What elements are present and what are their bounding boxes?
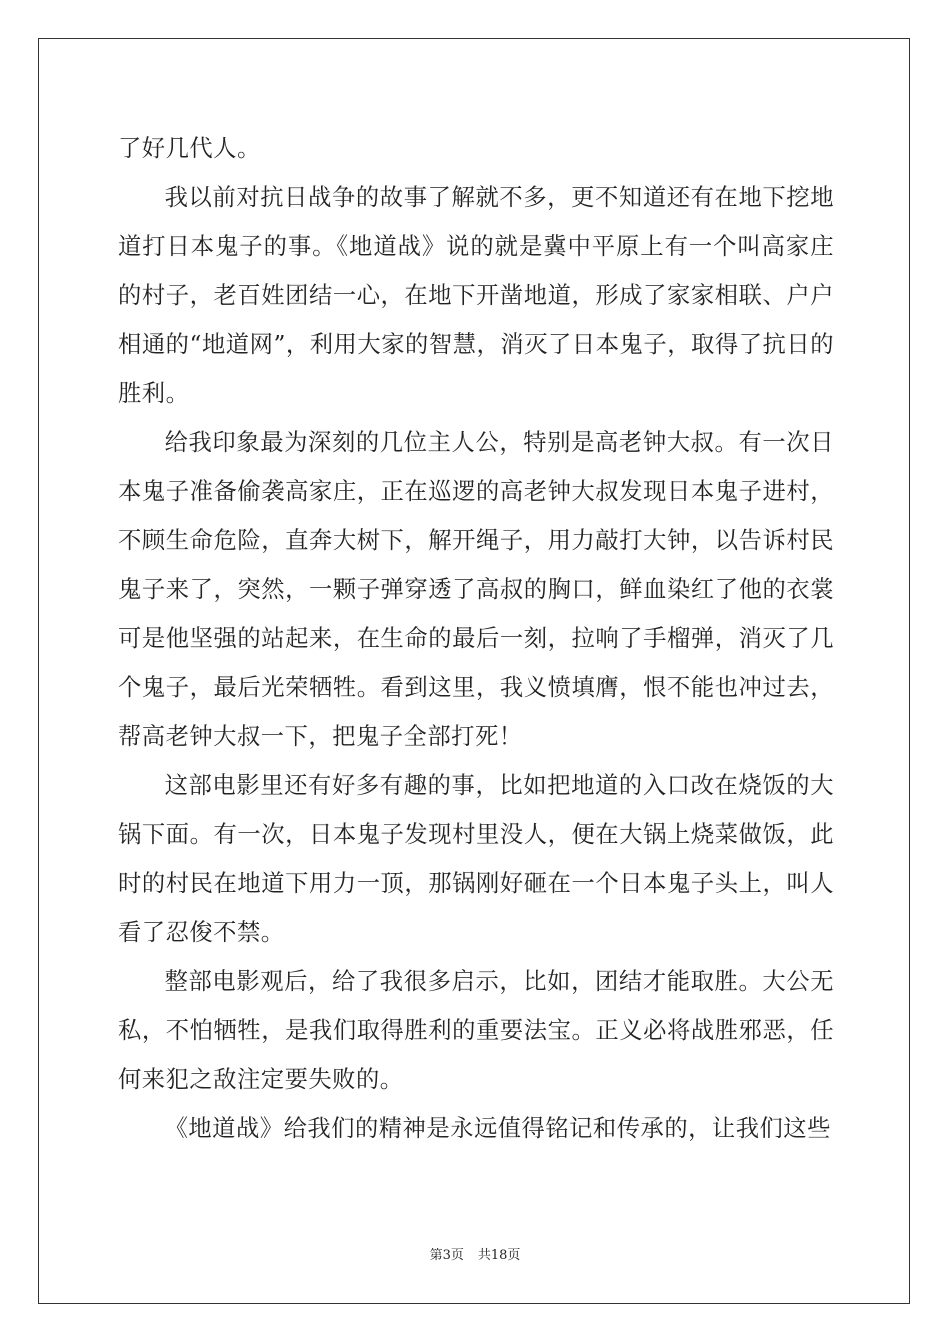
paragraph-4: 这部电影里还有好多有趣的事，比如把地道的入口改在烧饭的大锅下面。有一次，日本鬼子发现村里没人，便在大锅上烧菜做饭，此时的村民在地道下用力一顶，那锅刚好砸在一个日本鬼子头上，叫人看了忍俊不禁。 xyxy=(118,772,834,946)
paragraph-1: 了好几代人。 xyxy=(118,135,261,162)
page-number: 第3页 xyxy=(429,1248,464,1263)
paragraph-6: 《地道战》给我们的精神是永远值得铭记和传承的，让我们这些 xyxy=(164,1115,831,1142)
page-total: 共18页 xyxy=(477,1248,521,1263)
paragraph-3: 给我印象最为深刻的几位主人公，特别是高老钟大叔。有一次日本鬼子准备偷袭高家庄，正在巡逻的高老钟大叔发现日本鬼子进村，不顾生命危险，直奔大树下，解开绳子，用力敲打大钟，以告诉村民鬼子来了，突然，一颗子弹穿透了高叔的胸口，鲜血染红了他的衣裳可是他坚强的站起来，在生命的最后一刻，拉响了手榴弹，消灭了几个鬼子，最后光荣牺牲。看到这里，我义愤填膺，恨不能也冲过去，帮高老钟大叔一下，把鬼子全部打死！ xyxy=(118,429,834,750)
paragraph-2: 我以前对抗日战争的故事了解就不多，更不知道还有在地下挖地道打日本鬼子的事。《地道战》说的就是冀中平原上有一个叫高家庄的村子，老百姓团结一心，在地下开凿地道，形成了家家相联、户户相通的“地道网”，利用大家的智慧，消灭了日本鬼子，取得了抗日的胜利。 xyxy=(118,184,834,407)
paragraph-5: 整部电影观后，给了我很多启示，比如，团结才能取胜。大公无私，不怕牺牲，是我们取得胜利的重要法宝。正义必将战胜邪恶，任何来犯之敌注定要失败的。 xyxy=(118,968,834,1093)
document-body xyxy=(118,124,834,1153)
page-footer xyxy=(0,1244,950,1263)
